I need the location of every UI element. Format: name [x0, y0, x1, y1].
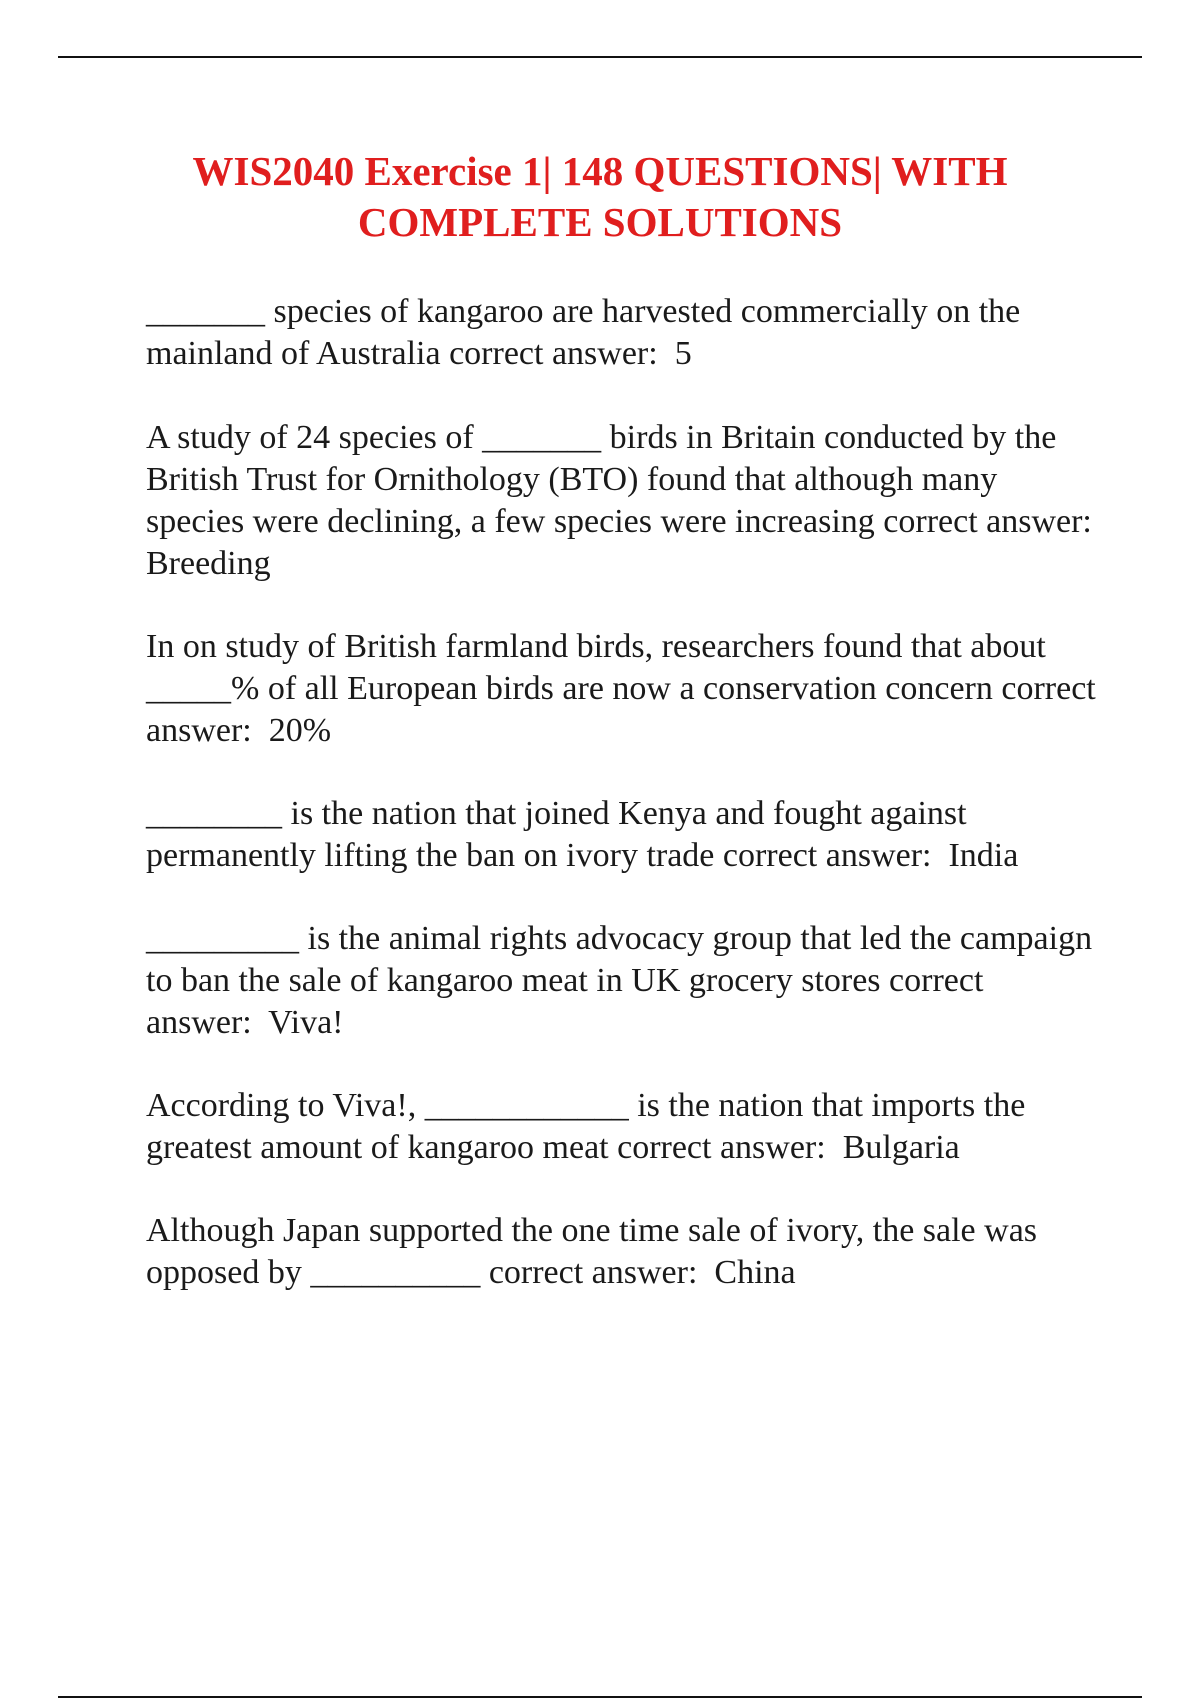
bottom-rule — [58, 1696, 1142, 1698]
question-2-text: A study of 24 species of _______ birds in Britain conducted by the British Trust for Ornithology (BTO) found that although many species were declining, a few species were increasing correct answer: Breeding — [146, 419, 1109, 582]
question-4-text: ________ is the nation that joined Kenya and fought against permanently lifting the ban on ivory trade correct answer: India — [146, 795, 1019, 874]
question-2 — [146, 417, 1109, 585]
question-7-text: Although Japan supported the one time sale of ivory, the sale was opposed by __________ correct answer: China — [146, 1212, 1046, 1291]
question-5-text: _________ is the animal rights advocacy group that led the campaign to ban the sale of kangaroo meat in UK grocery stores correct answer: Viva! — [146, 920, 1101, 1041]
question-5 — [146, 918, 1101, 1044]
question-6-text: According to Viva!, ____________ is the nation that imports the greatest amount of kangaroo meat correct answer: Bulgaria — [146, 1087, 1034, 1166]
question-6 — [146, 1085, 1096, 1169]
document-title: WIS2040 Exercise 1| 148 QUESTIONS| WITH COMPLETE SOLUTIONS — [192, 148, 1008, 245]
question-4 — [146, 793, 1096, 877]
question-7 — [146, 1210, 1096, 1294]
question-3 — [146, 626, 1105, 752]
question-3-text: In on study of British farmland birds, researchers found that about _____% of all European birds are now a conservation concern correct answer: 20% — [146, 628, 1105, 749]
top-rule — [58, 56, 1142, 58]
question-1 — [146, 291, 1096, 375]
question-1-text: _______ species of kangaroo are harvested commercially on the mainland of Australia correct answer: 5 — [146, 293, 1029, 372]
